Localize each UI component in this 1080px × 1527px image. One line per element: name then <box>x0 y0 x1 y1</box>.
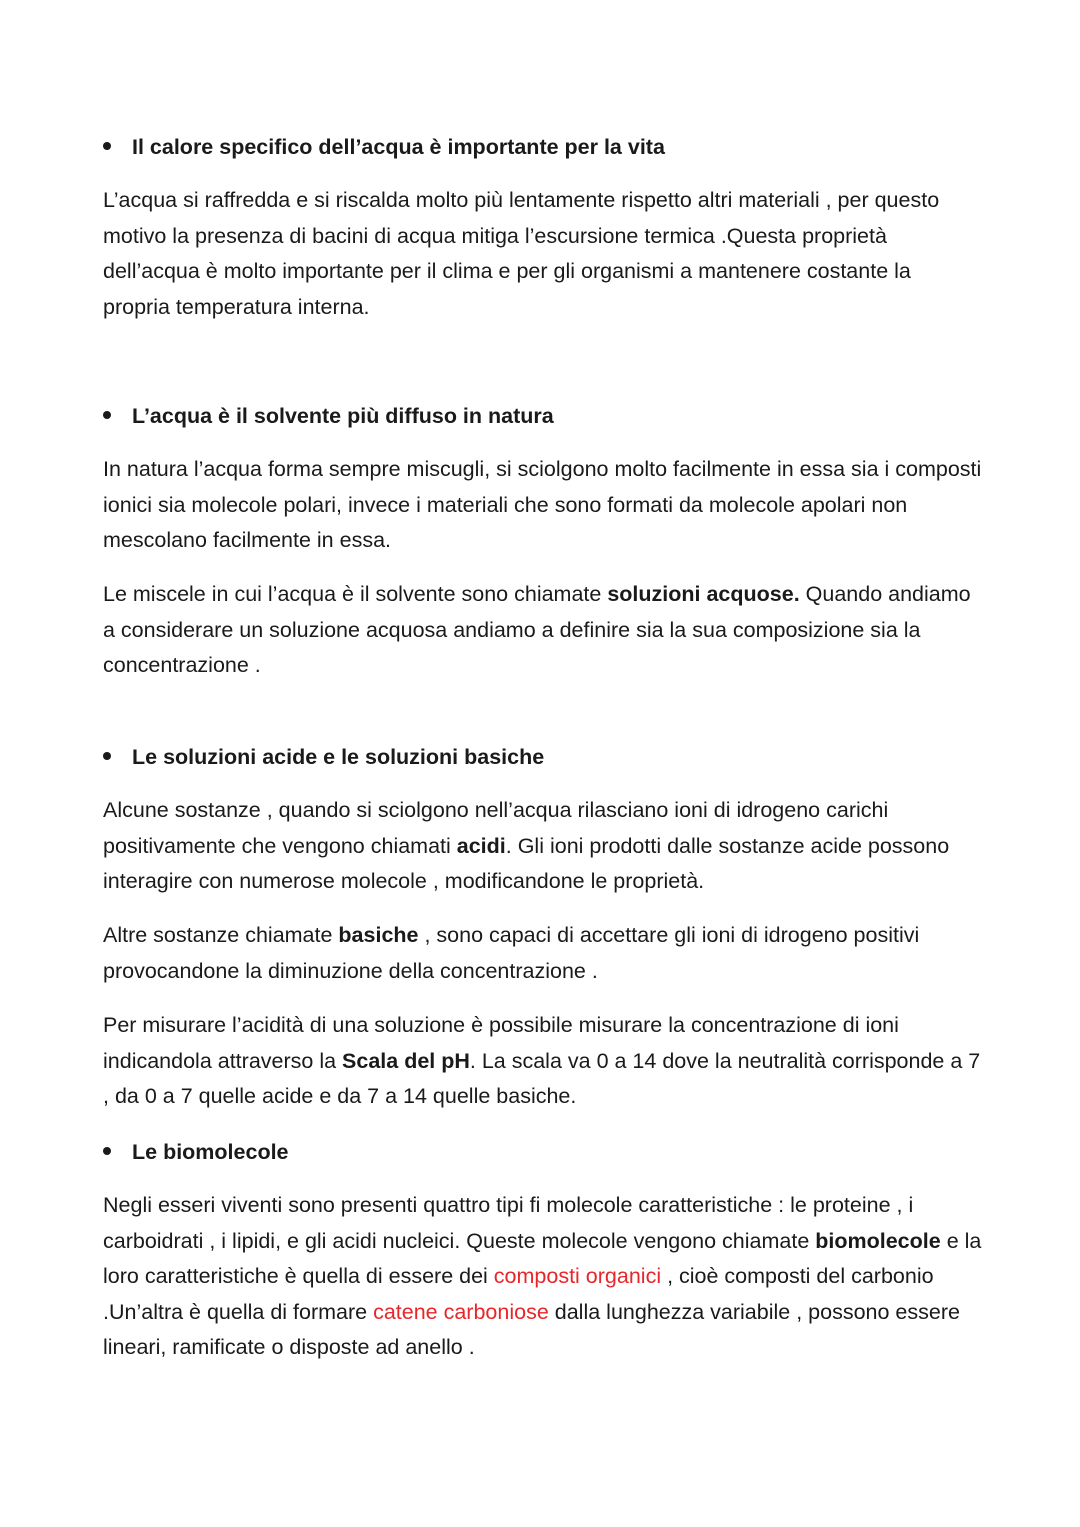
text-run: Negli esseri viventi sono presenti quattro tipi fi molecole caratteristiche : le proteine , i carboidrati , i lipidi, e gli acidi nucleici. Queste molecole vengono chiamate <box>103 1193 914 1253</box>
text-run: In natura l’acqua forma sempre miscugli, si sciolgono molto facilmente in essa sia i composti ionici sia molecole polari, invece i materiali che sono formati da molecole apolari non mescolano facilmente in essa. <box>103 457 982 552</box>
section-heading-calore-specifico <box>103 132 665 162</box>
paragraph <box>103 1188 983 1366</box>
text-run: L’acqua si raffredda e si riscalda molto più lentamente rispetto altri materiali , per questo motivo la presenza di bacini di acqua mitiga l’escursione termica .Questa proprietà dell’acqua è molto importante per il clima e per gli organismi a mantenere costante la propria temperatura interna. <box>103 188 940 319</box>
text-run: , sono capaci di accettare gli ioni di idrogeno positivi provocandone la diminuzione della concentrazione . <box>103 923 920 983</box>
heading-text: Le biomolecole <box>132 1140 289 1164</box>
bold-term-acidi: acidi <box>456 833 506 858</box>
paragraph <box>103 1008 983 1115</box>
text-run: Altre sostanze chiamate <box>103 923 339 947</box>
highlight-composti-organici: composti organici <box>493 1264 662 1288</box>
bullet-icon <box>103 1147 111 1155</box>
heading-text: Il calore specifico dell’acqua è importante per la vita <box>132 135 665 159</box>
bullet-icon <box>103 142 111 150</box>
paragraph <box>103 793 983 900</box>
heading-text: Le soluzioni acide e le soluzioni basiche <box>132 745 545 769</box>
text-run: , cioè composti del carbonio .Un’altra è quella di formare <box>103 1264 934 1324</box>
text-run: . La scala va 0 a 14 dove la neutralità corrisponde a 7 , da 0 a 7 quelle acide e da 7 a 14 quelle basiche. <box>103 1048 981 1108</box>
paragraph <box>103 577 983 684</box>
bold-term-scala-ph: Scala del pH <box>342 1048 470 1073</box>
text-run: e la loro caratteristiche è quella di essere dei <box>103 1228 982 1288</box>
bold-term-soluzioni-acquose: soluzioni acquose. <box>607 582 800 606</box>
text-run: dalla lunghezza variabile , possono essere lineari, ramificate o disposte ad anello . <box>103 1299 960 1359</box>
text-run: Alcune sostanze , quando si sciolgono nell’acqua rilasciano ioni di idrogeno carichi positivamente che vengono chiamati <box>103 798 889 858</box>
paragraph <box>103 183 983 325</box>
text-run: Quando andiamo a considerare un soluzione acquosa andiamo a definire sia la sua composizione sia la concentrazione . <box>103 582 971 677</box>
heading-text: L’acqua è il solvente più diffuso in natura <box>132 404 554 428</box>
paragraph <box>103 452 983 559</box>
paragraph <box>103 918 983 989</box>
section-heading-soluzioni-acide-basiche <box>103 742 544 772</box>
section-heading-biomolecole <box>103 1137 289 1167</box>
text-run: Per misurare l’acidità di una soluzione è possibile misurare la concentrazione di ioni indicandola attraverso la <box>103 1013 899 1073</box>
bold-term-biomolecole: biomolecole <box>815 1228 941 1253</box>
bullet-icon <box>103 752 111 760</box>
section-heading-solvente <box>103 401 554 431</box>
bullet-icon <box>103 411 111 419</box>
text-run: Le miscele in cui l’acqua è il solvente sono chiamate <box>103 582 608 606</box>
highlight-catene-carboniose: catene carboniose <box>373 1299 549 1324</box>
text-run: . Gli ioni prodotti dalle sostanze acide possono interagire con numerose molecole , modificandone le proprietà. <box>103 833 950 893</box>
bold-term-basiche: basiche <box>338 923 419 947</box>
